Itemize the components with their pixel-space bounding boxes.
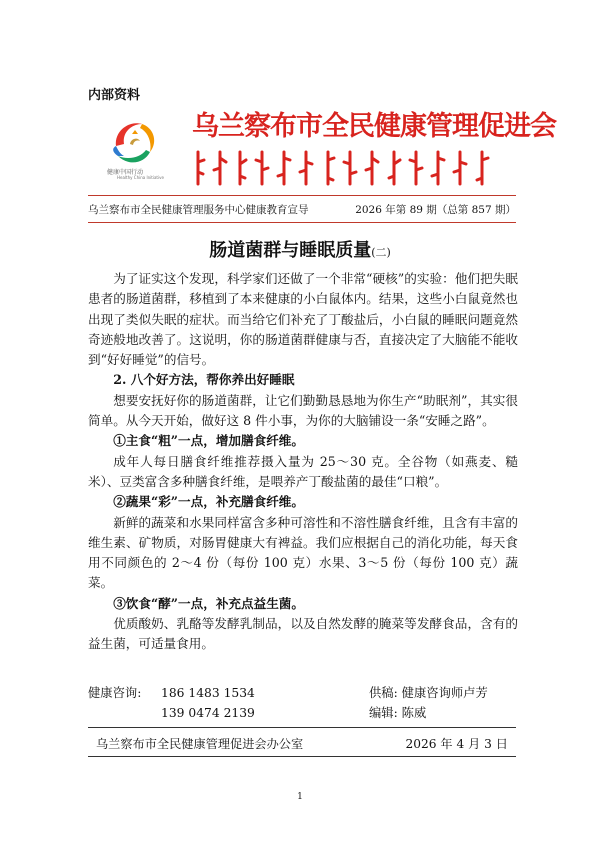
issue-number: 2026 年第 89 期（总第 857 期） — [355, 204, 516, 216]
tip-heading: ①主食“粗”一点，增加膳食纤维。 — [113, 433, 304, 449]
mongolian-script-title — [192, 148, 492, 188]
internal-label: 内部资料 — [88, 88, 141, 103]
header-rule-top — [88, 195, 516, 196]
article-title-text: 肠道菌群与睡眠质量 — [209, 240, 372, 261]
logo-caption-sub: Healthy China Initiative — [117, 175, 164, 180]
paragraph: 新鲜的蔬菜和水果同样富含多种可溶性和不溶性膳食纤维，且含有丰富的维生素、矿物质，对肠胃健康大有裨益。我们应根据自己的消化功能，每天食用不同颜色的 2～4 份（每份 100 克）水果、3～5 份（每份 100 克）蔬菜。 — [88, 514, 518, 591]
issue-line — [88, 202, 516, 217]
consult-phone-2: 139 0474 2139 — [161, 706, 255, 720]
article-part: (二) — [371, 246, 391, 259]
paragraph: 成年人每日膳食纤维推荐摄入量为 25～30 克。全谷物（如燕麦、糙米）、豆类富含多种膳食纤维，是喂养产丁酸盐菌的最佳“口粮”。 — [88, 453, 518, 489]
author-name: 健康咨询师卢芳 — [401, 686, 488, 700]
footer — [96, 735, 508, 752]
contact-block — [88, 683, 518, 723]
editor-label: 编辑: — [369, 706, 398, 720]
issuer-text: 乌兰察布市全民健康管理服务中心健康教育宣导 — [88, 204, 309, 216]
paragraph: 想要安抚好你的肠道菌群，让它们勤勤恳恳地为你生产“助眠剂”，其实很简单。从今天开始，做好这 8 件小事，为你的大脑铺设一条“安睡之路”。 — [88, 392, 518, 429]
page-number: 1 — [297, 792, 303, 802]
footer-rule-top — [88, 727, 516, 728]
paragraph: 为了证实这个发现，科学家们还做了一个非常“硬核”的实验：他们把失眠患者的肠道菌群，移植到了本来健康的小白鼠体内。结果，这些小白鼠竟然也出现了类似失眠的症状。而当给它们补充了丁酸盐后，小白鼠的睡眠问题竟然奇迹般地改善了。这说明，你的肠道菌群健康与否，直接决定了大脑能不能收到“好好睡觉”的信号。 — [88, 271, 518, 368]
editor-name: 陈威 — [401, 706, 427, 720]
section-heading: 2. 八个好方法，帮你养出好睡眠 — [113, 372, 295, 388]
consult-phone-1: 186 1483 1534 — [161, 686, 255, 700]
footer-date: 2026 年 4 月 3 日 — [405, 737, 508, 751]
organization-logo — [104, 112, 164, 172]
logo-caption: 健康中国行动 — [107, 169, 144, 176]
article-title — [0, 236, 600, 262]
footer-office: 乌兰察布市全民健康管理促进会办公室 — [96, 737, 304, 751]
article-body — [88, 269, 518, 655]
footer-rule-bottom — [88, 756, 516, 757]
organization-title: 乌兰察布市全民健康管理促进会 — [192, 111, 556, 142]
paragraph: 优质酸奶、乳酪等发酵乳制品，以及自然发酵的腌菜等发酵食品，含有的益生菌，可适量食用。 — [88, 616, 518, 652]
consult-label: 健康咨询: — [88, 686, 142, 700]
tip-heading: ②蔬果“彩”一点，补充膳食纤维。 — [113, 494, 304, 510]
header-rule-bottom — [88, 222, 516, 223]
tip-heading: ③饮食“酵”一点，补充点益生菌。 — [113, 595, 304, 611]
author-label: 供稿: — [369, 686, 398, 700]
